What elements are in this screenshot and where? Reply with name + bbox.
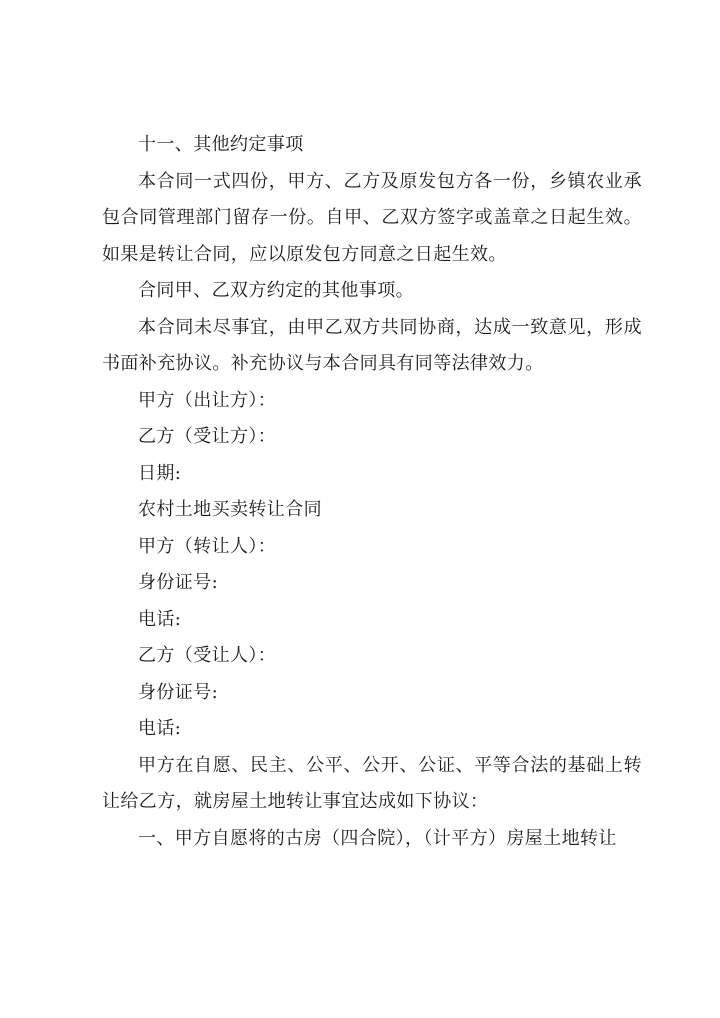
party-a-label: 甲方（转让人）： [138,535,277,557]
date-label: 日期: [138,462,182,484]
paragraph-agreement-basis: 甲方在自愿、民主、公平、公开、公证、平等合法的基础上转让给乙方，就房屋土地转让事宜达成如下协议： [102,754,642,812]
party-a-id-label: 身份证号: [138,572,219,593]
party-a-phone-label: 电话: [138,608,182,630]
party-b-phone-label: 电话: [138,718,182,739]
clause-one: 一、甲方自愿将的古房（四合院），（计平方）房屋土地转让 [138,827,617,849]
party-b-id-label: 身份证号: [138,681,219,703]
paragraph-supplementary-agreement: 本合同未尽事宜，由甲乙双方共同协商，达成一致意见，形成书面补充协议。补充协议与本合同具有同等法律效力。 [102,316,642,374]
paragraph-other-matters: 合同甲、乙双方约定的其他事项。 [138,280,414,301]
paragraph-copies-and-effect: 本合同一式四份，甲方、乙方及原发包方各一份，乡镇农业承包合同管理部门留存一份。自甲、乙双方签字或盖章之日起生效。如果是转让合同，应以原发包方同意之日起生效。 [102,170,642,265]
document-body [102,127,642,857]
party-b-transferee-label: 乙方（受让方）： [138,426,277,447]
contract-title: 农村土地买卖转让合同 [138,499,322,520]
party-b-label: 乙方（受让人）： [138,645,277,666]
party-a-transferor-label: 甲方（出让方）： [138,389,277,411]
section-heading-other-terms: 十一、其他约定事项 [138,134,304,155]
